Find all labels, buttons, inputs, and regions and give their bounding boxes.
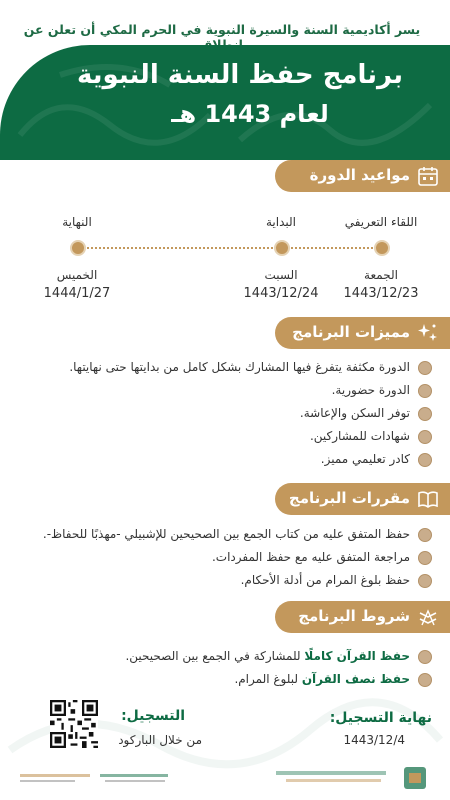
timeline-event-day: السبت <box>264 268 298 282</box>
program-title: برنامج حفظ السنة النبوية <box>77 60 403 90</box>
list-item: مراجعة المتفق عليه مع حفظ المفردات. <box>22 546 432 569</box>
calendar-icon <box>416 164 440 188</box>
bullet-icon <box>418 528 432 542</box>
deadline-label: نهاية التسجيل: <box>329 710 432 726</box>
header <box>0 0 450 160</box>
timeline-event-day: الجمعة <box>364 268 398 282</box>
timeline-event-label: اللقاء التعريفي <box>344 215 418 229</box>
curriculum-heading-pill <box>275 483 450 515</box>
intro-text: يسر أكاديمية السنة والسيرة النبوية في الحرم المكي أن تعلن عن <box>23 22 421 37</box>
registration-qr-code[interactable] <box>50 700 98 748</box>
timeline-event-day: الخميس <box>56 268 98 282</box>
list-item: الدورة حضورية. <box>22 379 432 402</box>
conditions-heading-pill <box>275 601 450 633</box>
curriculum-list <box>22 523 432 592</box>
sparkles-icon <box>416 321 440 345</box>
list-item: حفظ المتفق عليه من كتاب الجمع بين الصحيحين للإشبيلي -مهذبًا للحفاظ-. <box>22 523 432 546</box>
features-heading-pill <box>275 317 450 349</box>
quran-icon <box>416 605 440 629</box>
open-book-icon <box>416 487 440 511</box>
timeline-dot <box>70 240 86 256</box>
timeline-event-label: البداية <box>265 215 297 229</box>
timeline-event-date: 1443/12/24 <box>243 286 319 301</box>
list-item: حفظ القرآن كاملًا للمشاركة في الجمع بين الصحيحين. <box>22 645 432 668</box>
bullet-icon <box>418 361 432 375</box>
features-list <box>22 356 432 471</box>
list-item: كادر تعليمي مميز. <box>22 448 432 471</box>
schedule-heading: مواعيد الدورة <box>309 166 410 184</box>
conditions-heading: شروط البرنامج <box>298 607 410 625</box>
bullet-icon <box>418 650 432 664</box>
timeline-event-date: 1444/1/27 <box>43 286 111 301</box>
timeline-event-label: النهاية <box>62 215 92 229</box>
ministry-logo <box>20 770 170 790</box>
timeline-event-date: 1443/12/23 <box>343 286 419 301</box>
bullet-icon <box>418 453 432 467</box>
list-item: توفر السكن والإعاشة. <box>22 402 432 425</box>
list-item: شهادات للمشاركين. <box>22 425 432 448</box>
bullet-icon <box>418 574 432 588</box>
register-value: من خلال الباركود <box>118 733 202 747</box>
bullet-icon <box>418 430 432 444</box>
timeline-dot <box>374 240 390 256</box>
list-item: حفظ بلوغ المرام من أدلة الأحكام. <box>22 569 432 592</box>
timeline-line <box>80 247 380 249</box>
register-label: التسجيل: <box>121 708 185 724</box>
features-heading: مميزات البرنامج <box>292 323 410 341</box>
bullet-icon <box>418 384 432 398</box>
conditions-list <box>22 645 432 691</box>
program-year: لعام 1443 هـ <box>171 100 329 128</box>
bullet-icon <box>418 407 432 421</box>
timeline-dot <box>274 240 290 256</box>
bullet-icon <box>418 551 432 565</box>
deadline-value: 1443/12/4 <box>343 733 405 747</box>
list-item: حفظ نصف القرآن لبلوغ المرام. <box>22 668 432 691</box>
bullet-icon <box>418 673 432 687</box>
schedule-heading-pill <box>275 160 450 192</box>
curriculum-heading: مقررات البرنامج <box>288 489 410 507</box>
academy-logo <box>276 765 436 793</box>
list-item: الدورة مكثفة يتفرغ فيها المشارك بشكل كامل من بدايتها حتى نهايتها. <box>22 356 432 379</box>
